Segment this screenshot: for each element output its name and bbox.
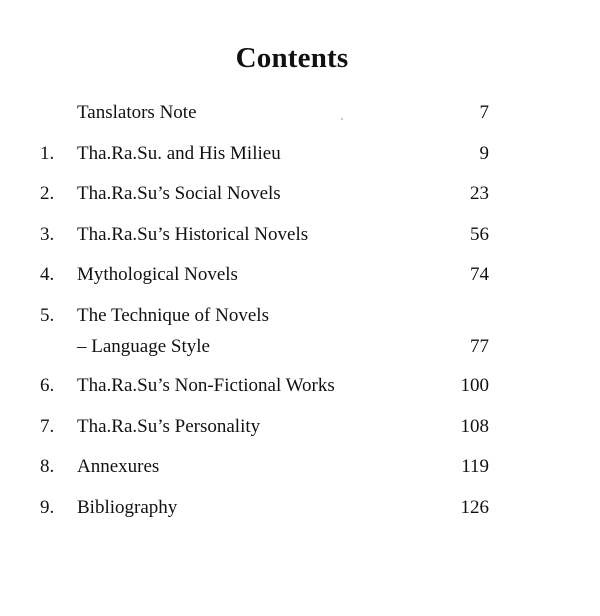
toc-entry-page: 9 — [479, 143, 489, 164]
toc-entry-title: Bibliography — [77, 497, 178, 518]
toc-entry-7 — [0, 414, 600, 440]
toc-entry-8 — [0, 454, 600, 480]
toc-entry-number: 2. — [40, 183, 55, 204]
toc-entry-title: Tha.Ra.Su’s Personality — [77, 416, 261, 437]
toc-entry-title: Tha.Ra.Su’s Social Novels — [77, 183, 281, 204]
toc-entry-title: Tanslators Note — [77, 102, 197, 123]
toc-entry-page: 23 — [470, 183, 489, 204]
toc-entry-title: Mythological Novels — [77, 264, 238, 285]
toc-entry-3 — [0, 222, 600, 248]
toc-entry-page: 77 — [470, 336, 489, 357]
page-title: Contents — [235, 42, 349, 74]
toc-entry-page: 108 — [460, 416, 489, 437]
toc-entry-title: Tha.Ra.Su. and His Milieu — [77, 143, 281, 164]
toc-entry-page: 74 — [470, 264, 489, 285]
toc-entry-title: Tha.Ra.Su’s Historical Novels — [77, 224, 309, 245]
toc-entry-page: 100 — [460, 375, 489, 396]
toc-entry-2 — [0, 181, 600, 207]
toc-entry-number: 8. — [40, 456, 55, 477]
toc-entry-subtitle: – Language Style — [77, 336, 210, 357]
toc-entry-number: 9. — [40, 497, 55, 518]
toc-entry-9 — [0, 495, 600, 521]
toc-entry-number: 3. — [40, 224, 55, 245]
toc-entry-1 — [0, 141, 600, 167]
toc-entry-number: 5. — [40, 305, 55, 326]
toc-entry-title: Tha.Ra.Su’s Non-Fictional Works — [77, 375, 335, 396]
toc-entry-5-continued — [0, 334, 600, 360]
toc-entry-page: 7 — [479, 102, 489, 123]
toc-entry-title: Annexures — [77, 456, 160, 477]
toc-entry-6 — [0, 373, 600, 399]
toc-entry-page: 126 — [460, 497, 489, 518]
toc-entry-translators-note — [0, 100, 600, 126]
toc-entry-number: 7. — [40, 416, 55, 437]
toc-entry-number: 1. — [40, 143, 55, 164]
toc-entry-title: The Technique of Novels — [77, 305, 269, 326]
toc-entry-4 — [0, 262, 600, 288]
toc-entry-5 — [0, 303, 600, 329]
toc-entry-number: 6. — [40, 375, 55, 396]
toc-entry-number: 4. — [40, 264, 55, 285]
toc-entry-page: 56 — [470, 224, 489, 245]
toc-entry-page: 119 — [461, 456, 489, 477]
